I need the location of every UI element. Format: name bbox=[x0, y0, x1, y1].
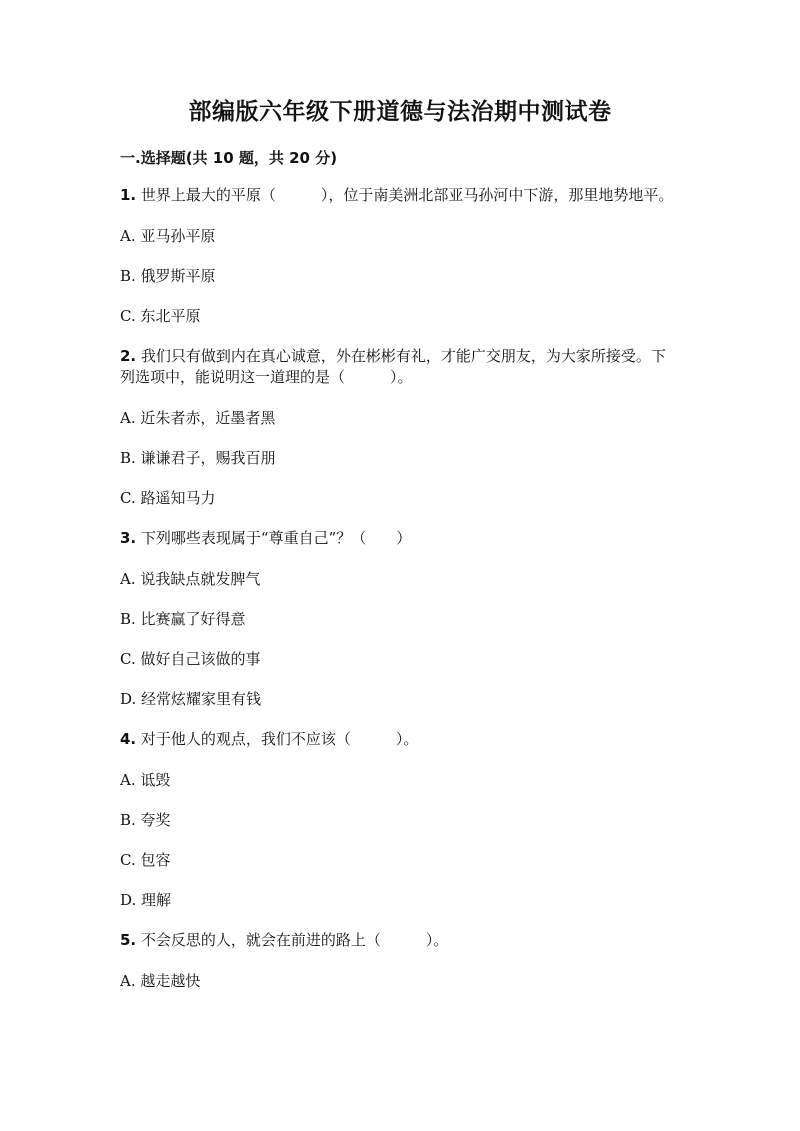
question-4 bbox=[120, 729, 680, 910]
option-d: D. 理解 bbox=[120, 891, 172, 909]
option-c: C. 路遥知马力 bbox=[120, 489, 216, 507]
question-stem bbox=[120, 185, 675, 206]
question-number: 1. bbox=[120, 186, 137, 204]
option-c: C. 做好自己该做的事 bbox=[120, 650, 261, 668]
question-1 bbox=[120, 185, 680, 326]
option-b: B. 比赛赢了好得意 bbox=[120, 610, 246, 628]
section-heading: 一.选择题(共 10 题，共 20 分) bbox=[120, 149, 338, 167]
option-b: B. 谦谦君子，赐我百朋 bbox=[120, 449, 276, 467]
option-d: D. 经常炫耀家里有钱 bbox=[120, 690, 262, 708]
question-text: 我们只有做到内在真心诚意，外在彬彬有礼，才能广交朋友，为大家所接受。下列选项中，能说明这一道理的是（ ）。 bbox=[120, 347, 666, 386]
option-a: A. 诋毁 bbox=[120, 771, 171, 789]
question-3 bbox=[120, 528, 680, 709]
question-stem bbox=[120, 346, 675, 388]
question-stem bbox=[120, 930, 675, 951]
question-number: 3. bbox=[120, 529, 137, 547]
option-c: C. 东北平原 bbox=[120, 307, 201, 325]
question-number: 2. bbox=[120, 347, 137, 365]
question-list bbox=[120, 185, 680, 1011]
question-text: 不会反思的人，就会在前进的路上（ ）。 bbox=[136, 931, 449, 949]
option-c: C. 包容 bbox=[120, 851, 171, 869]
option-a: A. 说我缺点就发脾气 bbox=[120, 570, 261, 588]
option-b: B. 夸奖 bbox=[120, 811, 171, 829]
option-a: A. 越走越快 bbox=[120, 972, 201, 990]
question-2 bbox=[120, 346, 680, 508]
question-stem bbox=[120, 528, 675, 549]
question-number: 5. bbox=[120, 931, 137, 949]
question-text: 下列哪些表现属于“尊重自己”？（ ） bbox=[136, 529, 412, 547]
question-text: 世界上最大的平原（ ），位于南美洲北部亚马孙河中下游，那里地势地平。 bbox=[136, 186, 674, 204]
option-b: B. 俄罗斯平原 bbox=[120, 267, 216, 285]
question-text: 对于他人的观点，我们不应该（ ）。 bbox=[136, 730, 419, 748]
page-title: 部编版六年级下册道德与法治期中测试卷 bbox=[188, 99, 612, 125]
question-stem bbox=[120, 729, 675, 750]
question-number: 4. bbox=[120, 730, 137, 748]
option-a: A. 近朱者赤，近墨者黑 bbox=[120, 409, 276, 427]
option-a: A. 亚马孙平原 bbox=[120, 227, 216, 245]
question-5 bbox=[120, 930, 680, 991]
